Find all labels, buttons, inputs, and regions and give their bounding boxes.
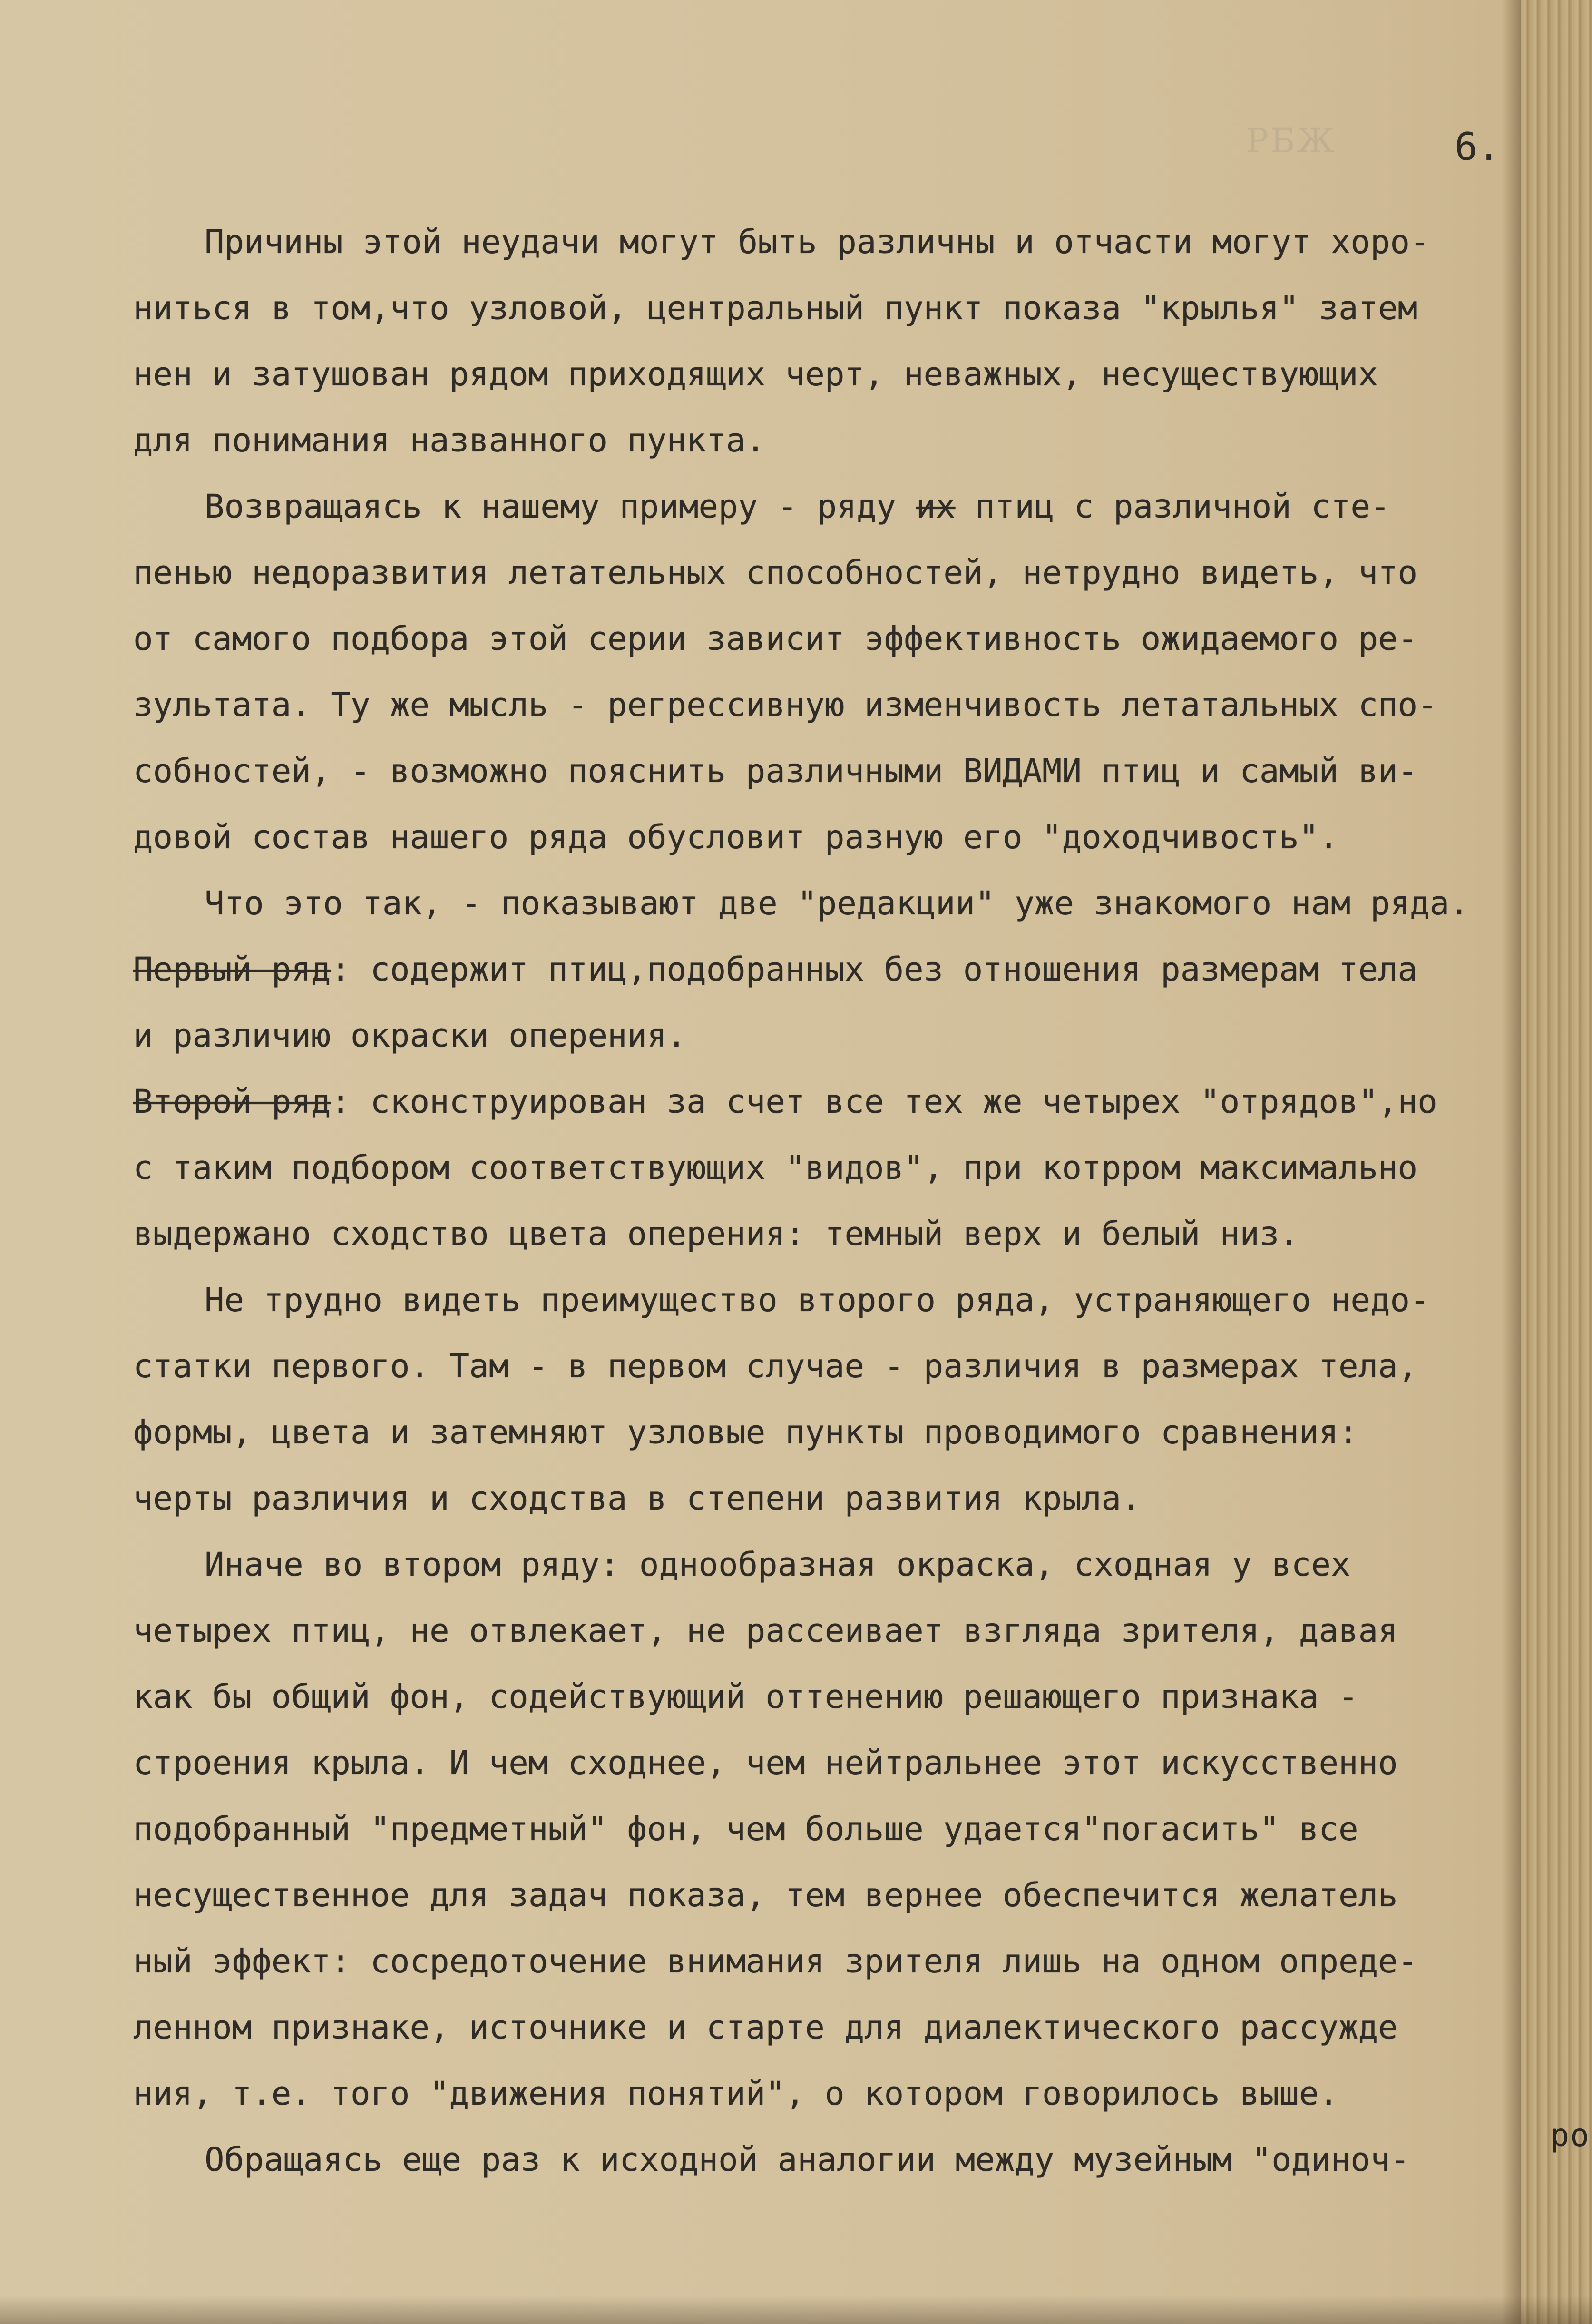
text-line: от самого подбора этой серии зависит эффективность ожидаемого ре- bbox=[133, 620, 1418, 658]
text-line: выдержано сходство цвета оперения: темный верх и белый низ. bbox=[133, 1215, 1299, 1253]
struck-label: Второй ряд bbox=[133, 1083, 331, 1121]
text-line: черты различия и сходства в степени развития крыла. bbox=[133, 1480, 1141, 1518]
struck-word: их bbox=[916, 488, 956, 526]
text-line: ленном признаке, источнике и старте для диалектического рассужде bbox=[133, 2009, 1398, 2047]
paragraph-1 bbox=[133, 209, 1551, 474]
paragraph-2 bbox=[133, 474, 1551, 871]
text-segment: : сконструирован за счет все тех же четырех "отрядов",но bbox=[331, 1083, 1437, 1121]
text-line: Причины этой неудачи могут быть различны и отчасти могут хоро- bbox=[205, 223, 1430, 261]
text-line: Что это так, - показывают две "редакции" уже знакомого нам ряда. bbox=[205, 884, 1469, 922]
text-line: Обращаясь еще раз к исходной аналогии между музейным "одиноч- bbox=[205, 2141, 1410, 2179]
faded-stamp: РБЖ bbox=[1246, 121, 1337, 160]
text-line bbox=[133, 474, 1551, 540]
paragraph-7 bbox=[133, 1532, 1551, 2127]
text-line: пенью недоразвития летательных способностей, нетрудно видеть, что bbox=[133, 554, 1418, 592]
text-line: подобранный "предметный" фон, чем больше удается"погасить" все bbox=[133, 1810, 1358, 1848]
text-line: статки первого. Там - в первом случае - различия в размерах тела, bbox=[133, 1347, 1418, 1385]
text-line: формы, цвета и затемняют узловые пункты проводимого сравнения: bbox=[133, 1413, 1358, 1451]
text-line: для понимания названного пункта. bbox=[133, 422, 766, 460]
paragraph-first-row bbox=[133, 937, 1551, 1069]
page-number: 6. bbox=[1455, 125, 1501, 169]
bottom-shadow bbox=[0, 2295, 1592, 2324]
text-line: Не трудно видеть преимущество второго ряда, устраняющего недо- bbox=[205, 1281, 1430, 1319]
paragraph-3 bbox=[133, 871, 1551, 937]
paragraph-8 bbox=[133, 2127, 1551, 2193]
paragraph-second-row bbox=[133, 1069, 1551, 1267]
struck-label: Первый ряд bbox=[133, 951, 331, 989]
text-line: ный эффект: сосредоточение внимания зрителя лишь на одном опреде- bbox=[133, 1942, 1418, 1981]
text-line bbox=[133, 1069, 1551, 1135]
text-line: строения крыла. И чем сходнее, чем нейтральнее этот искусственно bbox=[133, 1744, 1398, 1782]
text-segment: Возвращаясь к нашему примеру - ряду bbox=[205, 488, 916, 526]
text-line: нен и затушован рядом приходящих черт, неважных, несуществующих bbox=[133, 355, 1378, 393]
text-segment: птиц с различной сте- bbox=[955, 488, 1390, 526]
text-line: Иначе во втором ряду: однообразная окраска, сходная у всех bbox=[205, 1546, 1351, 1584]
text-line: и различию окраски оперения. bbox=[133, 1017, 687, 1055]
text-line: довой состав нашего ряда обусловит разную его "доходчивость". bbox=[133, 818, 1339, 856]
text-segment: : содержит птиц,подобранных без отношения размерам тела bbox=[331, 951, 1418, 989]
typed-text-body bbox=[133, 209, 1551, 2193]
text-line: с таким подбором соответствующих "видов", при котрром максимально bbox=[133, 1149, 1418, 1187]
paragraph-6 bbox=[133, 1267, 1551, 1532]
text-line: ния, т.е. того "движения понятий", о котором говорилось выше. bbox=[133, 2075, 1339, 2113]
text-line: несущественное для задач показа, тем вернее обеспечится желатель bbox=[133, 1876, 1398, 1914]
text-line bbox=[133, 937, 1551, 1003]
text-line: собностей, - возможно пояснить различными ВИДАМИ птиц и самый ви- bbox=[133, 752, 1418, 790]
underlying-page-fragment: ро bbox=[1550, 2117, 1590, 2154]
text-line: четырех птиц, не отвлекает, не рассеивает взгляда зрителя, давая bbox=[133, 1612, 1398, 1650]
text-line: зультата. Ту же мысль - регрессивную изменчивость летатальных спо- bbox=[133, 686, 1437, 724]
text-line: ниться в том,что узловой, центральный пункт показа "крылья" затем bbox=[133, 289, 1418, 327]
text-line: как бы общий фон, содействующий оттенению решающего признака - bbox=[133, 1678, 1358, 1716]
